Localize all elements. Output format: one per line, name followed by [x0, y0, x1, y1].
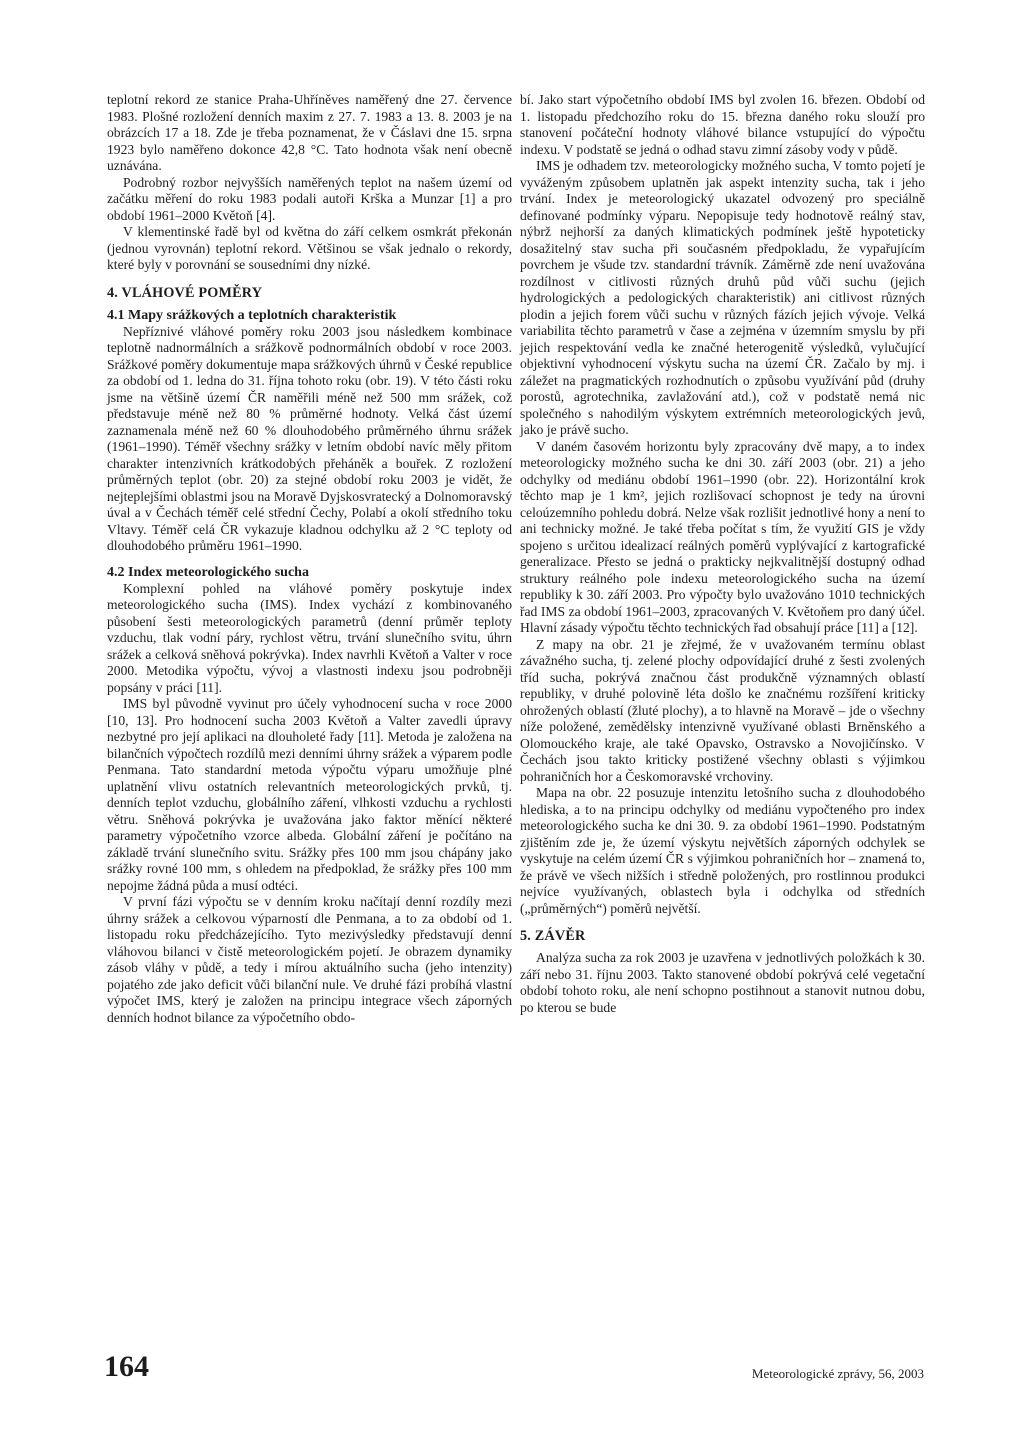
- paragraph: V první fázi výpočtu se v denním kroku načítají denní rozdíly mezi úhrny srážek a celkovou výparností dle Penmana, a to za období od 1. listopadu roku předcházejícího. Tyto mezivýsledky představují denní vláhovou bilanci v čistě meteorologickém pojetí. Je obrazem dynamiky zásob vláhy v půdě, a tedy i mírou aktuálního sucha (jeho intenzity) pojatého zde jako deficit vůči bilanční nule. Ve druhé fázi probíhá vlastní výpočet IMS, který je založen na principu integrace všech záporných denních hodnot bilance za výpočetního obdo-: [107, 894, 512, 1025]
- paragraph: Podrobný rozbor nejvyšších naměřených teplot na našem území od začátku měření do roku 1983 podali autoři Krška a Munzar [1] a pro období 1961–2000 Květoň [4].: [107, 174, 512, 223]
- subsection-heading: 4.2 Index meteorologického sucha: [107, 564, 309, 580]
- paragraph: V daném časovém horizontu byly zpracovány dvě mapy, a to index meteorologicky možného sucha ke dni 30. září 2003 (obr. 21) a jeho odchylky od mediánu období 1961–1990 (obr. 22). Horizontální krok těchto map je 1 km², jejich rozlišovací schopnost je tedy na úrovni celoúzemního pohledu dobrá. Nelze však rozlišit jednotlivé hony a není to ani technicky možné. Je také třeba počítat s tím, že využití GIS je vždy spojeno s určitou idealizací reálných poměrů vyplývající z kartografické generalizace. Přesto se jedná o prakticky nejkvalitnější dostupný odhad struktury reálného pole indexu meteorologického sucha na území republiky k 30. září 2003. Pro výpočty bylo uvažováno 1010 technických řad IMS za období 1961–2003, zpracovaných V. Květoňem pro daný účel. Hlavní zásady výpočtu těchto technických řad obsahují práce [11] a [12].: [520, 438, 925, 635]
- paragraph: Komplexní pohled na vláhové poměry poskytuje index meteorologického sucha (IMS). Index vychází z kombinovaného působení šesti meteorologických parametrů (denní průměr teploty vzduchu, tlak vodní páry, rychlost větru, trvání slunečního svitu, úhrn srážek a celková sněhová pokrývka). Index navrhli Květoň a Valter v roce 2000. Metodika výpočtu, vývoj a vlastnosti indexu jsou podrobněji popsány v práci [11].: [107, 580, 512, 695]
- paragraph: Analýza sucha za rok 2003 je uzavřena v jednotlivých položkách k 30. září nebo 31. říjnu 2003. Takto stanovené období pokrývá celé vegetační období tohoto roku, ale není schopno postihnout a stanovit nutnou dobu, po kterou se bude: [520, 950, 925, 1015]
- paragraph: IMS je odhadem tzv. meteorologicky možného sucha, V tomto pojetí je vyváženým způsobem uplatněn jak aspekt intenzity sucha, tak i jeho trvání. Index je meteorologický ukazatel odvozený pro speciálně definované podmínky výparu. Nepopisuje tedy hodnotově reálný stav, nýbrž nejhorší za daných klimatických podmínek ještě hypoteticky dosažitelný stav sucha při současném předpokladu, že vypařujícím povrchem je všude tzv. standardní trávník. Záměrně zde není uvažována rozdílnost v citlivosti různých druhů půd vůči suchu (jejich hydrologických a pedologických charakteristik) ani citlivost různých plodin a jejich forem vůči suchu v různých fázích jejich vývoje. Velká variabilita těchto parametrů v čase a zejména v územním smyslu by při jejich respektování vedla ke značné heterogenitě výsledků, vylučující objektivní vyhodnocení výskytu sucha na území ČR. Začalo by mj. i záležet na pragmatických rozhodnutích o způsobu využívání půd (druhy porostů, agrotechnika, zavlažování atd.), což v podstatě nemá nic společného s nahodilým výskytem extrémních meteorologických jevů, jako je právě sucho.: [520, 158, 925, 437]
- page-number: 164: [104, 1350, 149, 1383]
- paragraph: Z mapy na obr. 21 je zřejmé, že v uvažovaném termínu oblast závažného sucha, tj. zelené plochy odpovídající druhé z šesti zvolených tříd sucha, pokrývá značnou část produkčně významných oblastí republiky, v druhé polovině léta došlo ke značnému rozšíření kriticky ohrožených oblastí (žluté plochy), a to hlavně na Moravě – jde o všechny níže položené, zemědělsky intenzivně využívané oblasti Brněnského a Olomouckého kraje, ale také Opavsko, Ostravsko a Novojičínsko. V Čechách jsou takto kriticky postižené všechny oblasti s výjimkou pohraničních hor a Českomoravské vrchoviny.: [520, 636, 925, 784]
- journal-footer: Meteorologické zprávy, 56, 2003: [751, 1366, 924, 1381]
- paragraph: V klementinské řadě byl od května do září celkem osmkrát překonán (jednou vyrovnán) teplotní rekord. Většinou se však jednalo o rekordy, které byly v porovnání se sousedními dny nízké.: [107, 224, 512, 272]
- paragraph: IMS byl původně vyvinut pro účely vyhodnocení sucha v roce 2000 [10, 13]. Pro hodnocení sucha 2003 Květoň a Valter zavedli úpravy nezbytné pro její aplikaci na dlouholeté řady [11]. Metoda je založena na bilančních výpočtech rozdílů mezi denními úhrny srážek a výparem podle Penmana. Tato standardní metoda výpočtu výparu umožňuje plné uplatnění vlivu ostatních relevantních meteorologických prvků, tj. denních teplot vzduchu, globálního záření, vlhkosti vzduchu a rychlosti větru. Sněhová pokrývka je uvažována jako faktor měnící některé parametry výpočetního vzorce albeda. Globální záření je počítáno na základě trvání slunečního svitu. Srážky přes 100 mm jsou chápány jako srážky rovné 100 mm, s ohledem na předpoklad, že srážky přes 100 mm nepojme žádná půda a musí odtéci.: [107, 696, 512, 893]
- paragraph: teplotní rekord ze stanice Praha-Uhříněves naměřený dne 27. července 1983. Plošné rozložení denních maxim z 27. 7. 1983 a 13. 8. 2003 je na obrázcích 17 a 18. Zde je třeba poznamenat, že v Čáslavi dne 15. srpna 1923 bylo naměřeno dokonce 42,8 °C. Tato hodnota však není obecně uznávána.: [107, 92, 512, 173]
- paragraph: bí. Jako start výpočetního období IMS byl zvolen 16. březen. Období od 1. listopadu předchozího roku do 15. března daného roku slouží pro stanovení počáteční hodnoty vláhové bilance vstupující do výpočtu indexu. V podstatě se jedná o odhad stavu zimní zásoby vody v půdě.: [520, 92, 925, 157]
- section-heading: 4. VLÁHOVÉ POMĚRY: [107, 284, 263, 301]
- paragraph: Mapa na obr. 22 posuzuje intenzitu letošního sucha z dlouhodobého hlediska, a to na principu odchylky od mediánu vypočteného pro index meteorologického sucha ke dni 30. 9. za období 1961–1990. Podstatným zjištěním zde je, že území výskytu největších záporných odchylek se vyskytuje na celém území ČR s výjimkou pohraničních hor – znamená to, že právě ve všech nižších i středně položených, pro rostlinnou produkci nejvíce využívaných, oblastech byla i odchylka od středních („průměrných“) poměrů největší.: [520, 785, 925, 916]
- paragraph: Nepříznivé vláhové poměry roku 2003 jsou následkem kombinace teplotně nadnormálních a srážkově podnormálních období v roce 2003. Srážkové poměry dokumentuje mapa srážkových úhrnů v České republice za období od 1. ledna do 31. října tohoto roku (obr. 19). V této části roku jsme na většině území ČR naměřili méně než 500 mm srážek, což představuje méně než 80 % průměrné hodnoty. Velká část území zaznamenala méně než 60 % dlouhodobého průměrného úhrnu srážek (1961–1990). Téměř všechny srážky v letním období navíc měly přitom charakter intenzivních krátkodobých přeháněk a bouřek. Z rozložení průměrných teplot (obr. 20) za stejné období roku 2003 je vidět, že nejteplejšími oblastmi jsou na Moravě Dyjskosvratecký a Dolnomoravský úval a v Čechách téměř celé střední Čechy, Polabí a okolí středního toku Vltavy. Téměř celá ČR vykazuje kladnou odchylku až 2 °C teploty od dlouhodobého průměru 1961–1990.: [107, 323, 512, 553]
- subsection-heading: 4.1 Mapy srážkových a teplotních charakteristik: [107, 307, 397, 323]
- section-heading: 5. ZÁVĚR: [520, 928, 586, 944]
- left-column: [107, 92, 512, 1026]
- right-column: [520, 92, 925, 1016]
